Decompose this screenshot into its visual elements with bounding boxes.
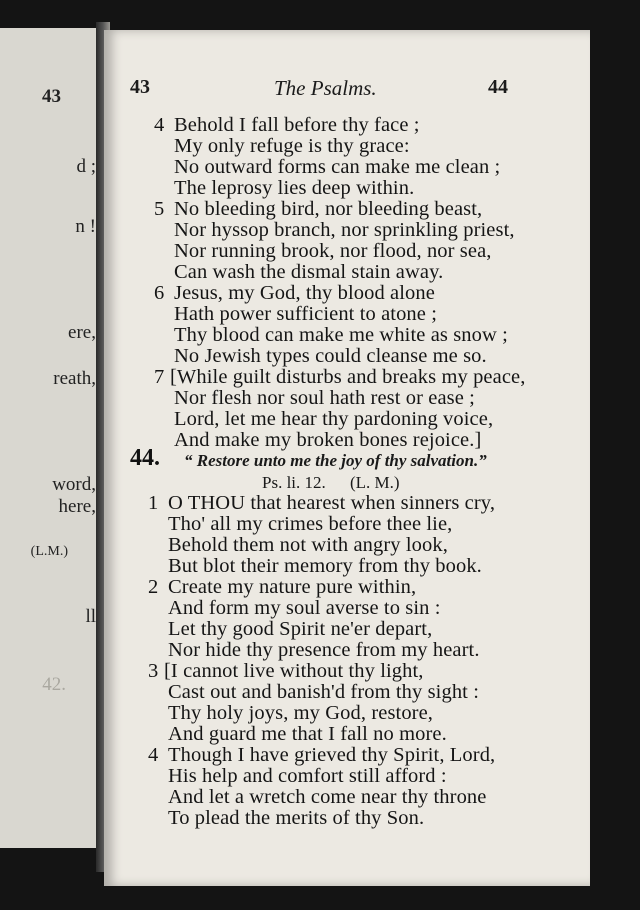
verse-line: Lord, let me hear thy pardoning voice, (174, 408, 494, 430)
verse-line: No outward forms can make me clean ; (174, 156, 501, 178)
verse-line: And make my broken bones rejoice.] (174, 429, 482, 451)
verse-number: 1 (148, 492, 159, 514)
verse-line: Let thy good Spirit ne'er depart, (168, 618, 433, 640)
meter: (L. M.) (350, 473, 400, 492)
left-page-text-fragment: here, (58, 496, 96, 517)
hymn-title: “ Restore unto me the joy of thy salvation.” (184, 451, 487, 470)
left-page-text-fragment: n ! (75, 216, 96, 237)
left-page-text-fragment: 42. (42, 674, 66, 695)
verse-number: 3 (148, 660, 159, 682)
verse-line: Cast out and banish'd from thy sight : (168, 681, 479, 703)
verse-line: Nor hyssop branch, nor sprinkling priest, (174, 219, 515, 241)
verse-number: 4 (148, 744, 159, 766)
verse-line: His help and comfort still afford : (168, 765, 447, 787)
verse-line: The leprosy lies deep within. (174, 177, 415, 199)
left-page-text-fragment: ere, (68, 322, 96, 343)
verse-line: And guard me that I fall no more. (168, 723, 447, 745)
verse-line: [While guilt disturbs and breaks my peace, (170, 366, 526, 388)
verse-number: 7 (154, 366, 165, 388)
verse-line: Thy blood can make me white as snow ; (174, 324, 508, 346)
left-page-text-fragment: ll (85, 606, 96, 627)
verse-line: Thy holy joys, my God, restore, (168, 702, 434, 724)
verse-line: To plead the merits of thy Son. (168, 807, 425, 829)
verse-line: My only refuge is thy grace: (174, 135, 410, 157)
verse-line: Jesus, my God, thy blood alone (174, 282, 435, 304)
verse-line: Behold them not with angry look, (168, 534, 448, 556)
verse-line: Can wash the dismal stain away. (174, 261, 444, 283)
verse-line: [I cannot live without thy light, (164, 660, 424, 682)
verse-line: Nor hide thy presence from my heart. (168, 639, 480, 661)
left-page-text-fragment: d ; (76, 156, 96, 177)
left-page-number: 43 (42, 86, 61, 107)
running-title: The Psalms. (274, 76, 377, 100)
verse-line: Create my nature pure within, (168, 576, 417, 598)
verse-line: Behold I fall before thy face ; (174, 114, 420, 136)
right-page (104, 30, 590, 886)
left-page-fragment (0, 28, 96, 848)
verse-number: 2 (148, 576, 159, 598)
verse-line: Tho' all my crimes before thee lie, (168, 513, 453, 535)
page-header (104, 76, 590, 106)
verse-line: No Jewish types could cleanse me so. (174, 345, 487, 367)
left-page-text-fragment: (L.M.) (30, 544, 68, 559)
scripture-reference: Ps. li. 12. (262, 473, 326, 492)
verse-line: Though I have grieved thy Spirit, Lord, (168, 744, 496, 766)
verse-number: 6 (154, 282, 165, 304)
verse-line: O THOU that hearest when sinners cry, (168, 492, 496, 514)
verse-line: And let a wretch come near thy throne (168, 786, 487, 808)
verse-line: But blot their memory from thy book. (168, 555, 482, 577)
verse-line: And form my soul averse to sin : (168, 597, 441, 619)
verse-line: Nor flesh nor soul hath rest or ease ; (174, 387, 475, 409)
verse-line: No bleeding bird, nor bleeding beast, (174, 198, 483, 220)
header-hymn-number-left: 43 (130, 76, 150, 98)
left-page-text-fragment: word, (52, 474, 96, 495)
verse-number: 5 (154, 198, 165, 220)
header-hymn-number-right: 44 (488, 76, 508, 98)
left-page-text-fragment: reath, (53, 368, 96, 389)
verse-number: 4 (154, 114, 165, 136)
verse-line: Nor running brook, nor flood, nor sea, (174, 240, 492, 262)
hymn-number: 44. (130, 445, 160, 471)
verse-line: Hath power sufficient to atone ; (174, 303, 437, 325)
